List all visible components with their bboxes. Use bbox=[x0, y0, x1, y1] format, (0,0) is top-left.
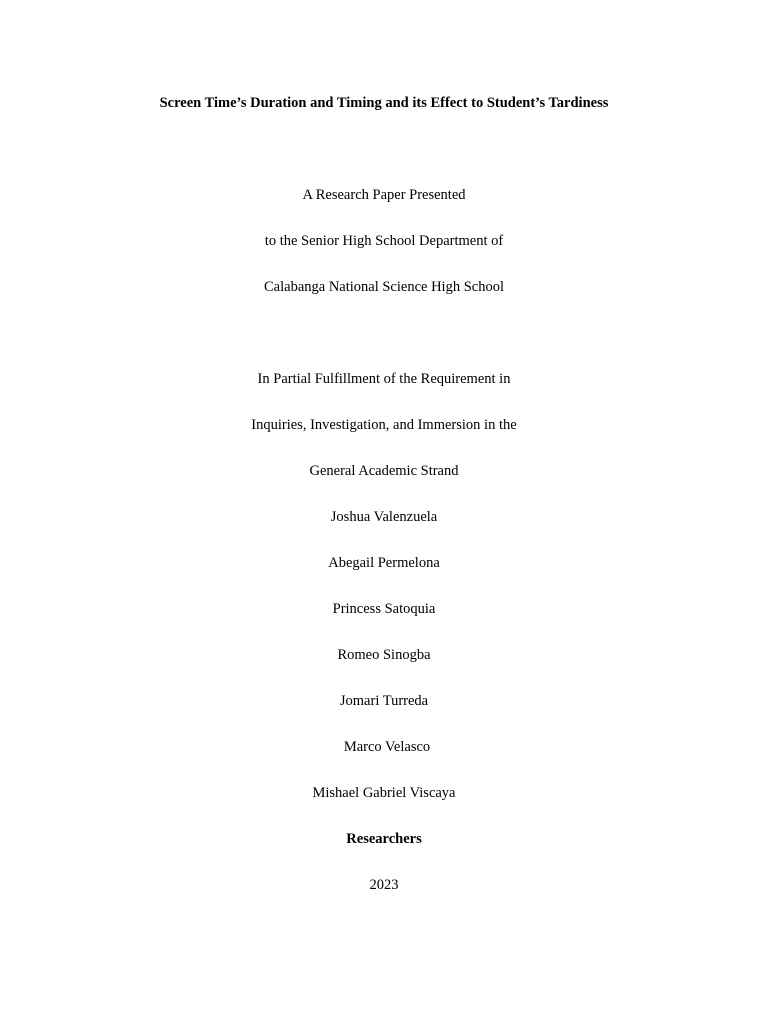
paper-title: Screen Time’s Duration and Timing and its Effect to Student’s Tardiness bbox=[159, 95, 609, 111]
author-name: Abegail Permelona bbox=[328, 555, 440, 571]
author-name: Joshua Valenzuela bbox=[330, 509, 438, 525]
author-name: Marco Velasco bbox=[343, 739, 431, 755]
fulfillment-line-3: General Academic Strand bbox=[309, 463, 459, 479]
author-name: Romeo Sinogba bbox=[337, 647, 431, 663]
author-name: Jomari Turreda bbox=[339, 693, 429, 709]
researchers-label: Researchers bbox=[346, 831, 422, 847]
presentation-line-1: A Research Paper Presented bbox=[302, 187, 466, 203]
presentation-line-2: to the Senior High School Department of bbox=[264, 233, 504, 249]
author-name: Princess Satoquia bbox=[332, 601, 436, 617]
fulfillment-line-1: In Partial Fulfillment of the Requirement in bbox=[257, 371, 511, 387]
author-name: Mishael Gabriel Viscaya bbox=[312, 785, 456, 801]
presentation-line-3: Calabanga National Science High School bbox=[264, 279, 504, 295]
year: 2023 bbox=[369, 877, 399, 893]
fulfillment-line-2: Inquiries, Investigation, and Immersion in the bbox=[251, 417, 517, 433]
